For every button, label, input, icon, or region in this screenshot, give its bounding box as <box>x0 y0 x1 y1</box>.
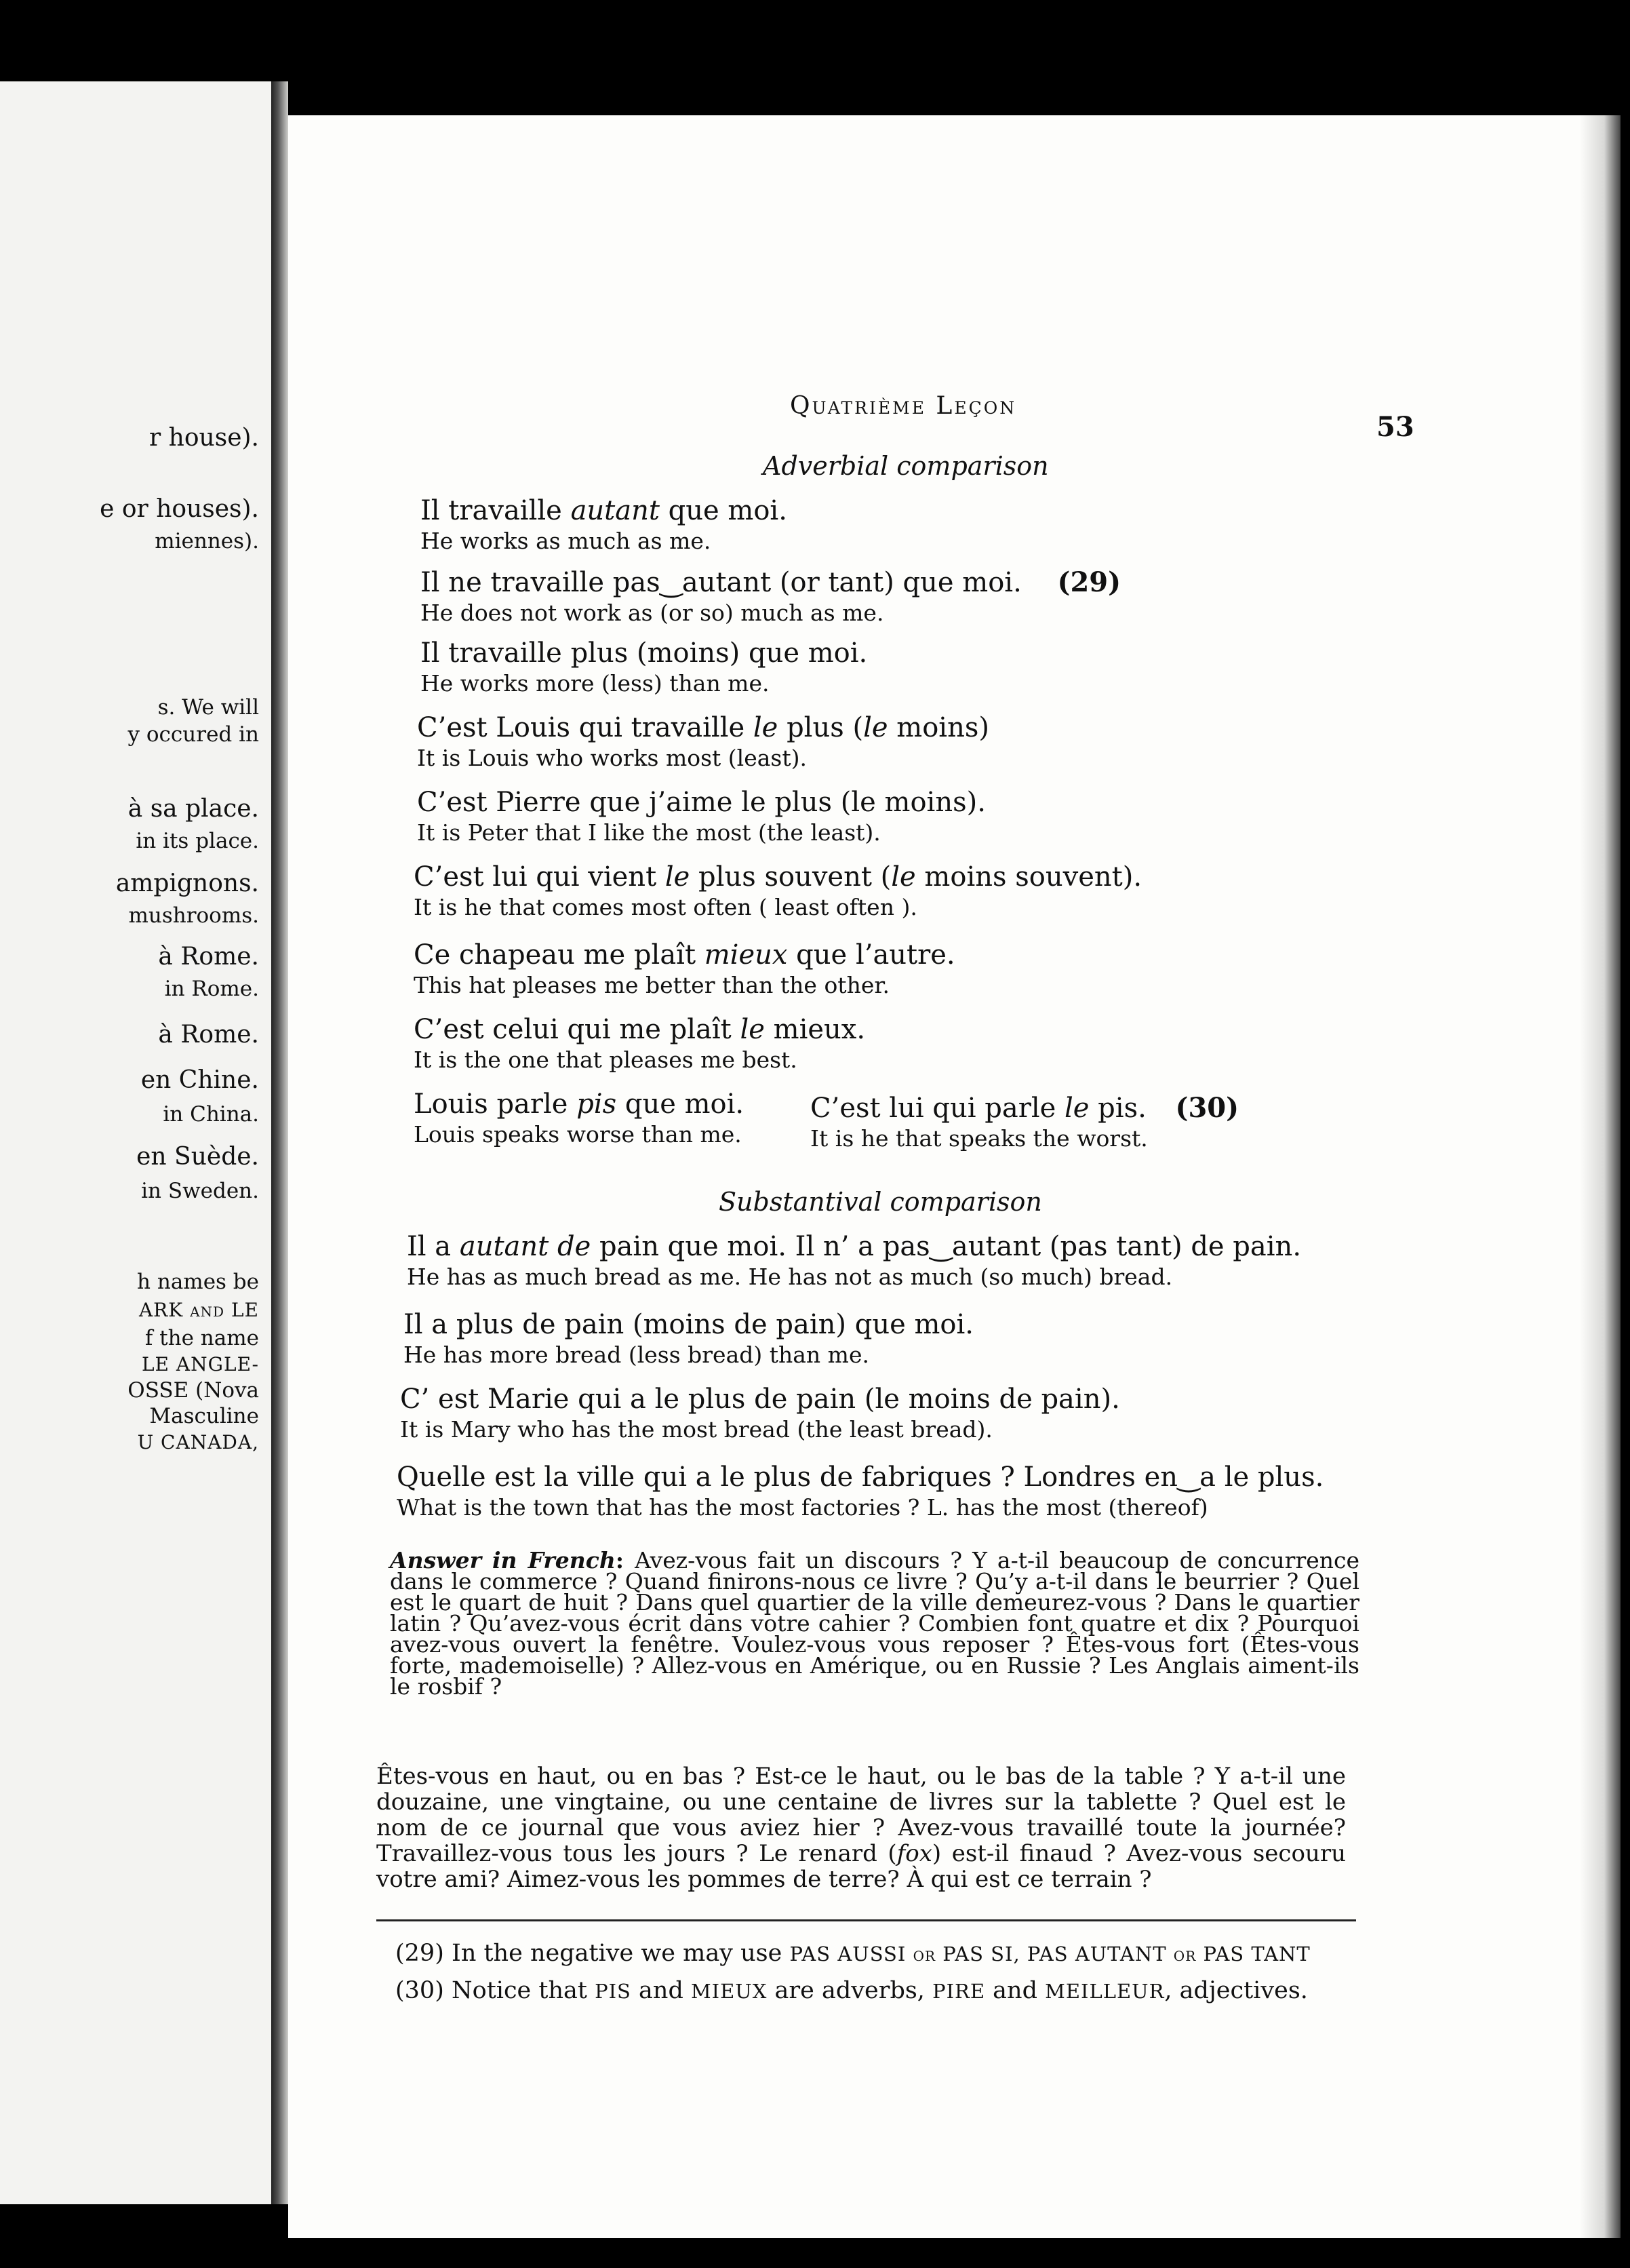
english-translation: He works more (less) than me. <box>420 670 770 697</box>
right-page <box>288 115 1607 2238</box>
example <box>403 1309 974 1368</box>
english-translation: What is the town that has the most factories ? L. has the most (thereof) <box>397 1494 1208 1521</box>
english-translation: It is he that speaks the worst. <box>810 1125 1148 1152</box>
french-sentence: Il travaille autant que moi. <box>420 495 787 526</box>
left-line: LE ANGLE- <box>141 1353 259 1375</box>
exercise-text: Avez-vous fait un discours ? Y a-t-il beaucoup de concurrence dans le commerce ? Quand finirons-nous ce livre ? Qu’y a-t-il dans le beurrier ? Quel est le quart de huit ? Dans quel quartier de la ville demeurez-vous ? Dans le quartier latin ? Qu’avez-vous écrit dans votre cahier ? Combien font quatre et dix ? Pourquoi avez-vous ouvert la fenêtre. Voulez-vous vous reposer ? Êtes-vous fort (Êtes-vous forte, mademoiselle) ? Allez-vous en Amérique, ou en Russie ? Les Anglais aiment-ils le rosbif ? <box>390 1547 1360 1700</box>
french-sentence: C’est Pierre que j’aime le plus (le moins). <box>417 787 986 818</box>
section-title-adverbial: Adverbial comparison <box>763 451 1049 481</box>
french-sentence: Il travaille plus (moins) que moi. <box>420 638 868 669</box>
french-sentence: Il a plus de pain (moins de pain) que moi. <box>403 1309 974 1340</box>
french-sentence: Ce chapeau me plaît mieux que l’autre. <box>414 939 955 971</box>
french-sentence: Il a autant de pain que moi. Il n’ a pas‿autant (pas tant) de pain. <box>407 1231 1302 1262</box>
example <box>400 1384 1120 1443</box>
running-head: Quatrième Leçon <box>790 392 1017 420</box>
exercise-paragraph-2: Êtes-vous en haut, ou en bas ? Est-ce le haut, ou le bas de la table ? Y a-t-il une douzaine, une vingtaine, ou une centaine de livres sur la tablette ? Quel est le nom de ce journal que vous aviez hier ? Avez-vous travaillé toute la journée? Travaillez-vous tous les jours ? Le renard (fox) est-il finaud ? Avez-vous secouru votre ami? Aimez-vous les pommes de terre? À qui est ce terrain ? <box>376 1763 1346 1893</box>
left-line: f the name <box>144 1326 259 1350</box>
left-line: s. We will <box>157 695 259 720</box>
left-line: à Rome. <box>158 1021 259 1049</box>
english-translation: He does not work as (or so) much as me. <box>420 600 884 626</box>
english-translation: This hat pleases me better than the other. <box>414 972 890 998</box>
french-sentence: Quelle est la ville qui a le plus de fabriques ? Londres en‿a le plus. <box>397 1462 1324 1493</box>
french-sentence: C’est Louis qui travaille le plus (le moins) <box>417 712 989 743</box>
left-line: Masculine <box>149 1404 259 1428</box>
example <box>414 861 1142 920</box>
section-title-substantival: Substantival comparison <box>719 1187 1042 1217</box>
left-line: e or houses). <box>100 495 259 523</box>
footnote-30: (30) Notice that PIS and MIEUX are adverbs, PIRE and MEILLEUR, adjectives. <box>395 1977 1308 2004</box>
left-page-fragment <box>0 81 271 2204</box>
book-gutter <box>271 81 288 2204</box>
french-sentence: C’est lui qui parle le pis. (30) <box>810 1092 1239 1124</box>
left-line: U CANADA, <box>137 1431 259 1453</box>
left-line: in Rome. <box>164 977 259 1001</box>
footnote-rule <box>376 1919 1356 1921</box>
exercise-label: Answer in French <box>390 1547 616 1573</box>
left-line: r house). <box>149 424 259 452</box>
example <box>417 787 986 846</box>
left-line: ampignons. <box>115 869 259 897</box>
french-sentence: C’ est Marie qui a le plus de pain (le moins de pain). <box>400 1384 1120 1415</box>
french-sentence: Louis parle pis que moi. <box>414 1089 744 1120</box>
example <box>420 495 787 554</box>
french-sentence: C’est lui qui vient le plus souvent (le moins souvent). <box>414 861 1142 893</box>
left-line: en Suède. <box>136 1143 259 1171</box>
page-edge <box>1580 115 1621 2238</box>
exercise-paragraph: Answer in French: Avez-vous fait un discours ? Y a-t-il beaucoup de concurrence dans le commerce ? Quand finirons-nous ce livre ? Qu’y a-t-il dans le beurrier ? Quel est le quart de huit ? Dans quel quartier de la ville demeurez-vous ? Dans le quartier latin ? Qu’avez-vous écrit dans votre cahier ? Combien font quatre et dix ? Pourquoi avez-vous ouvert la fenêtre. Voulez-vous vous reposer ? Êtes-vous fort (Êtes-vous forte, mademoiselle) ? Allez-vous en Amérique, ou en Russie ? Les Anglais aiment-ils le rosbif ? <box>390 1547 1360 1700</box>
left-line: h names be <box>137 1270 259 1294</box>
example <box>407 1231 1301 1290</box>
left-line: mushrooms. <box>128 903 259 928</box>
left-line: miennes). <box>155 529 259 553</box>
left-line: à sa place. <box>127 795 259 823</box>
english-translation: Louis speaks worse than me. <box>414 1121 742 1148</box>
english-translation: It is the one that pleases me best. <box>414 1047 797 1073</box>
french-sentence: C’est celui qui me plaît le mieux. <box>414 1014 866 1045</box>
note-ref: (30) <box>1175 1092 1239 1124</box>
example <box>414 1014 865 1073</box>
english-translation: It is he that comes most often ( least often ). <box>414 894 917 920</box>
french-sentence: Il ne travaille pas‿autant (or tant) que moi. (29) <box>420 566 1121 598</box>
english-translation: It is Louis who works most (least). <box>417 745 807 771</box>
english-translation: It is Mary who has the most bread (the least bread). <box>400 1416 993 1443</box>
example-left <box>414 1089 744 1148</box>
left-line: ARK and LE <box>138 1299 259 1321</box>
left-line: à Rome. <box>158 943 259 971</box>
example <box>420 566 1121 626</box>
footnote-29: (29) In the negative we may use PAS AUSSI or PAS SI, PAS AUTANT or PAS TANT <box>395 1940 1311 1967</box>
left-line: OSSE (Nova <box>127 1378 259 1403</box>
english-translation: It is Peter that I like the most (the least). <box>417 819 881 846</box>
example <box>417 712 989 771</box>
example <box>414 939 955 998</box>
english-translation: He has more bread (less bread) than me. <box>403 1342 869 1368</box>
left-line: in its place. <box>136 829 259 853</box>
left-line: in Sweden. <box>141 1179 259 1203</box>
example <box>397 1462 1324 1521</box>
page-number: 53 <box>1376 411 1414 443</box>
left-line: in China. <box>163 1102 259 1127</box>
left-line: en Chine. <box>140 1066 259 1094</box>
english-translation: He works as much as me. <box>420 528 711 554</box>
note-ref: (29) <box>1057 566 1121 598</box>
example-right <box>810 1092 1239 1152</box>
english-translation: He has as much bread as me. He has not as much (so much) bread. <box>407 1264 1173 1290</box>
example <box>420 638 867 697</box>
left-line: y occured in <box>127 722 259 747</box>
